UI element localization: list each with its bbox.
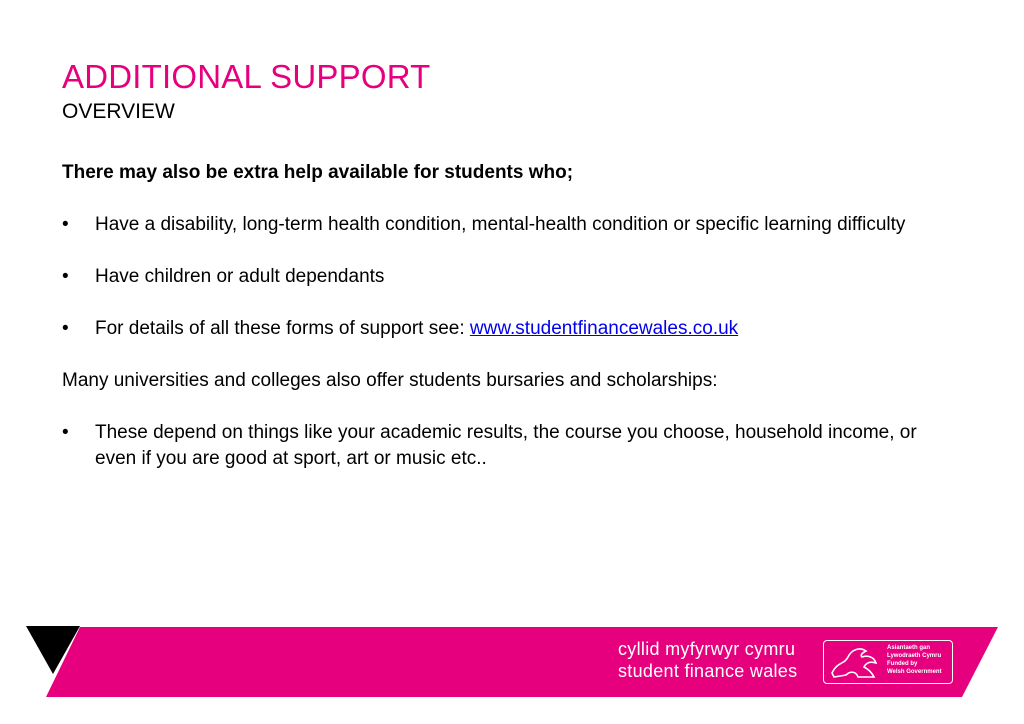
slide-body — [62, 160, 962, 472]
bullet-item — [62, 420, 962, 472]
crest-line: Funded by — [887, 661, 918, 667]
bullet-icon: • — [62, 214, 69, 235]
bullet-text: For details of all these forms of support see: — [95, 318, 470, 339]
bullet-text: Have a disability, long-term health condition, mental-health condition or specific learning difficulty — [95, 214, 906, 235]
crest-line: Welsh Government — [887, 669, 942, 675]
welsh-government-text — [887, 644, 942, 676]
slide-title: ADDITIONAL SUPPORT — [62, 58, 431, 95]
bullet-icon: • — [62, 422, 69, 443]
footer-triangle-icon — [26, 626, 82, 676]
logo-line-welsh: cyllid myfyrwyr cymru — [618, 639, 796, 659]
slide-subtitle: OVERVIEW — [62, 100, 175, 123]
bullet-text: These depend on things like your academic results, the course you choose, household income, or even if you are good at sport, art or music etc.. — [95, 422, 917, 469]
bullet-item — [62, 316, 962, 342]
crest-line: Asiantaeth gan — [887, 645, 931, 651]
dragon-icon — [828, 643, 880, 679]
sfw-logo — [618, 638, 797, 682]
bullet-text: Have children or adult dependants — [95, 266, 385, 287]
bullet-icon: • — [62, 266, 69, 287]
lead-text: There may also be extra help available for students who; — [62, 162, 574, 183]
bullet-item — [62, 264, 962, 290]
bullet-icon: • — [62, 318, 69, 339]
student-finance-wales-link[interactable]: www.studentfinancewales.co.uk — [469, 318, 739, 339]
logo-line-english: student finance wales — [618, 661, 798, 681]
bursaries-paragraph: Many universities and colleges also offer students bursaries and scholarships: — [62, 370, 718, 391]
crest-line: Lywodraeth Cymru — [887, 653, 942, 659]
bullet-item — [62, 212, 962, 238]
